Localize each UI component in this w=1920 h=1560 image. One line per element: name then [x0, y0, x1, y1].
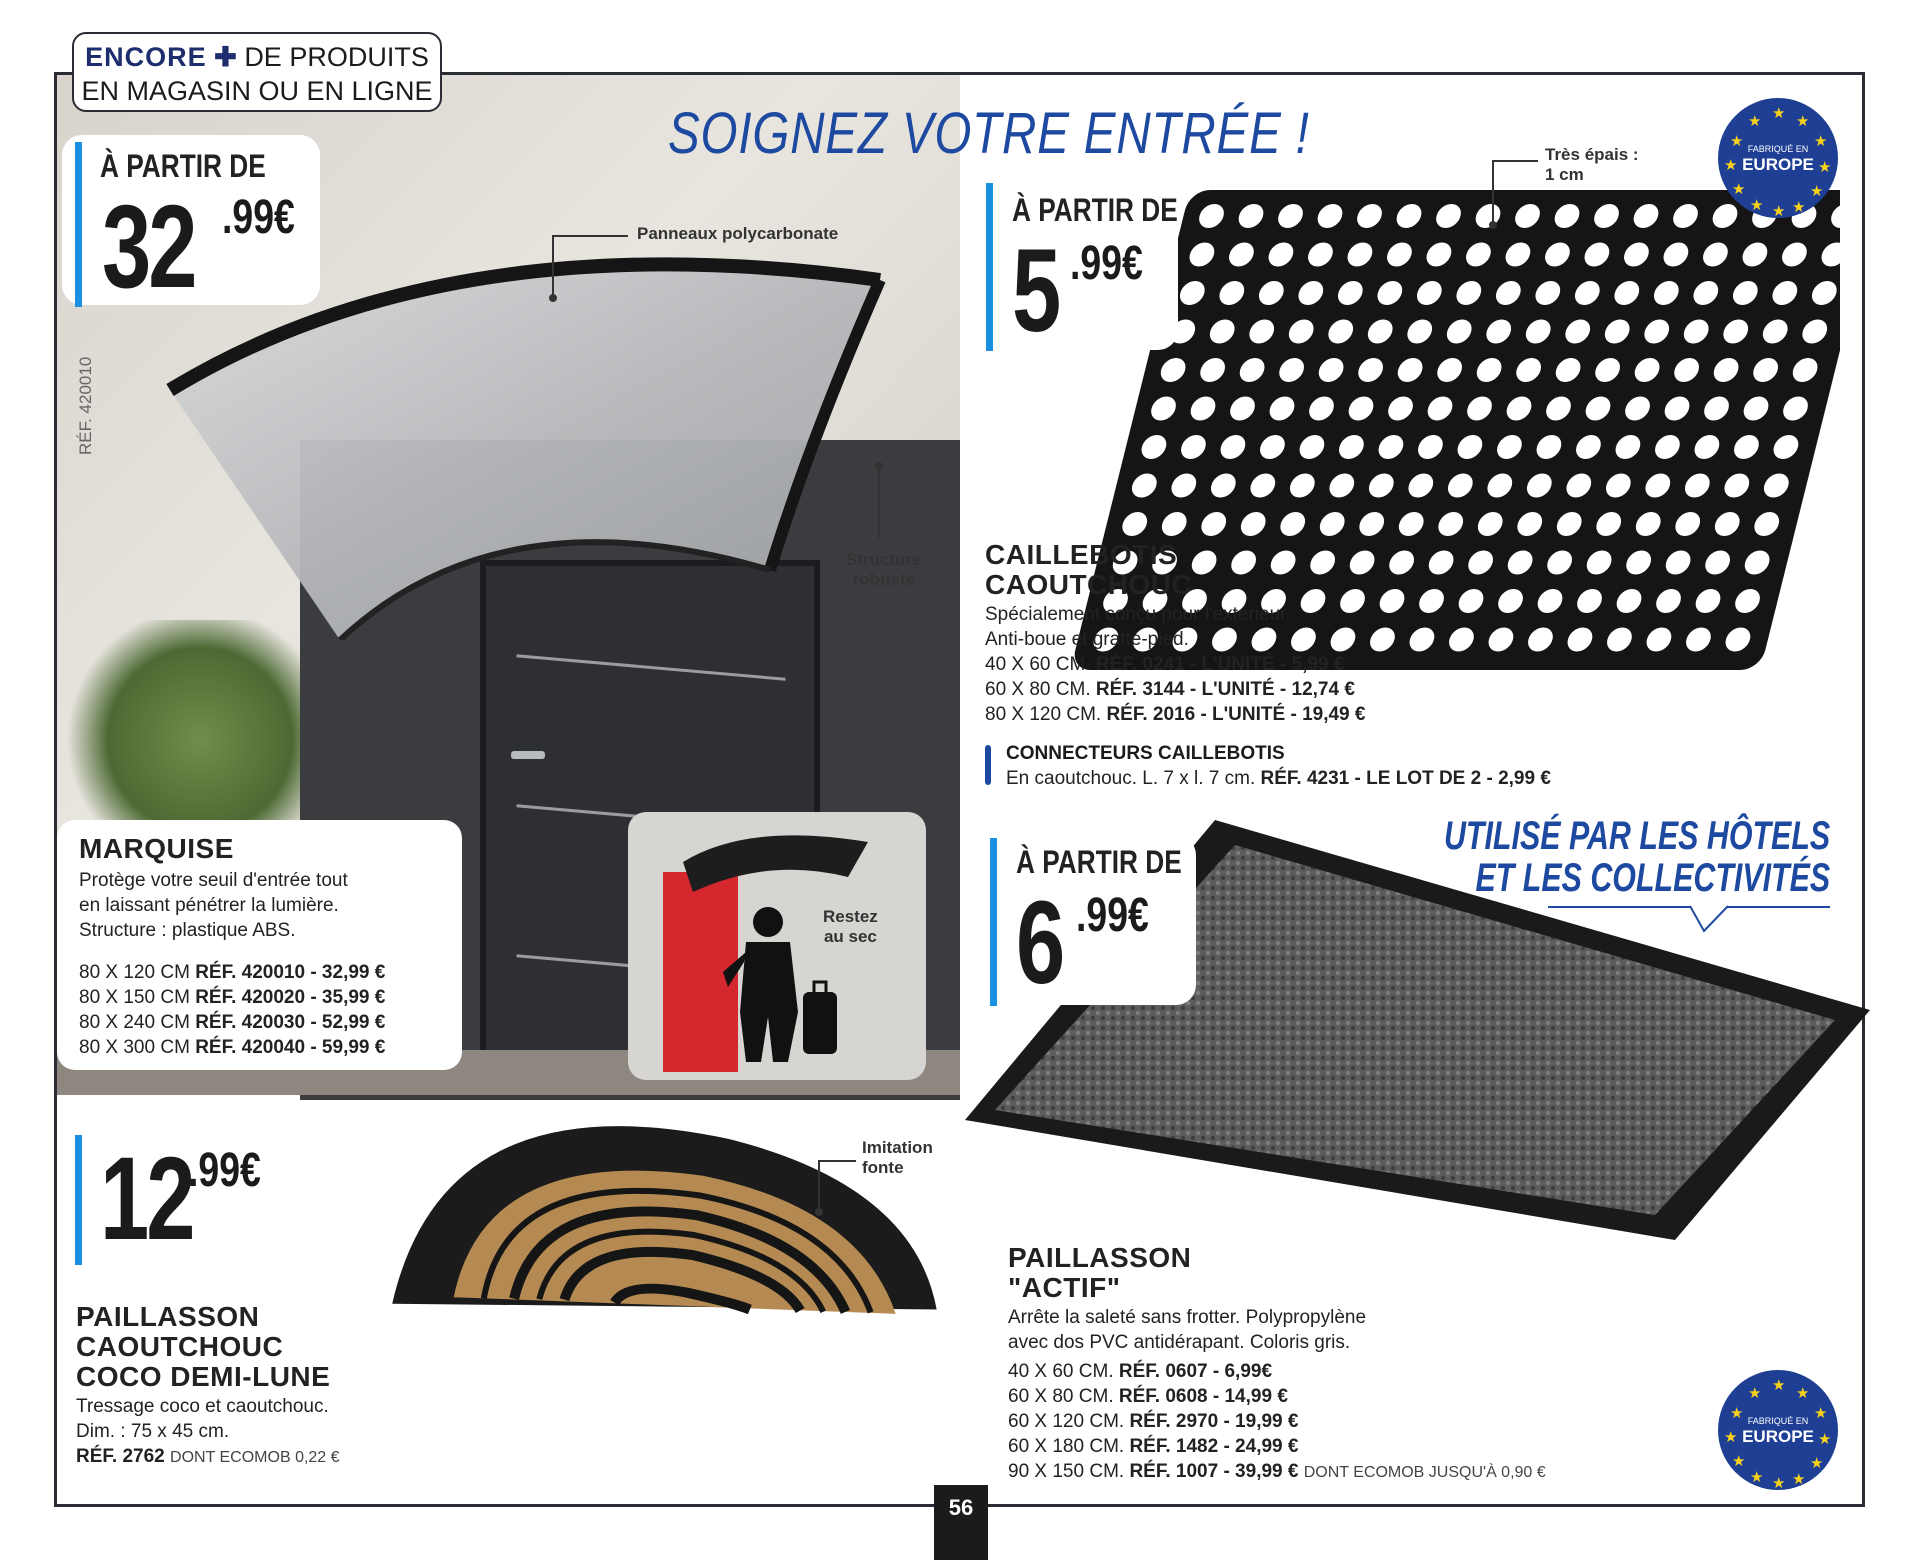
hotel-tagline-2: ET LES COLLECTIVITÉS	[1475, 856, 1830, 900]
callout-imitation-2: fonte	[862, 1158, 904, 1177]
marquise-ref-row: 80 X 120 CM RÉF. 420010 - 32,99 €	[79, 962, 386, 983]
caillebotis-ref-row: 60 X 80 CM. RÉF. 3144 - L'UNITÉ - 12,74 €	[985, 679, 1355, 700]
caillebotis-ref-list	[985, 652, 1625, 727]
actif-ref-row: 90 X 150 CM. RÉF. 1007 - 39,99 € DONT ECOMOB JUSQU'À 0,90 €	[1008, 1461, 1546, 1482]
callout-structure-2: robuste	[852, 570, 915, 589]
caillebotis-price-prefix: À PARTIR DE	[1012, 192, 1178, 228]
callout-panels-dot	[549, 294, 557, 302]
marquise-desc-1: Protège votre seuil d'entrée tout	[79, 870, 348, 891]
demilune-desc-1: Tressage coco et caoutchouc.	[76, 1396, 329, 1417]
header-banner	[72, 32, 442, 112]
connector-info	[1006, 742, 1551, 791]
header-line1-rest: DE PRODUITS	[244, 42, 429, 72]
callout-dry-2: au sec	[823, 927, 877, 946]
eu-badge-bottom: FABRIQUÉ EN EUROPE ★ ★ ★ ★ ★ ★ ★ ★ ★ ★ ★ ★	[1718, 1370, 1838, 1490]
demilune-price-dec: .99€	[188, 1144, 261, 1197]
actif-desc-1: Arrête la saleté sans frotter. Polypropylène	[1008, 1307, 1367, 1328]
caillebotis-ref-row: 40 X 60 CM. RÉF. 0241 - L'UNITÉ - 5,99 €	[985, 654, 1345, 675]
marquise-desc-2: en laissant pénétrer la lumière.	[79, 895, 339, 916]
frame-right	[1862, 72, 1865, 1507]
marquise-ref-list	[79, 960, 385, 1060]
callout-panels: Panneaux polycarbonate	[637, 224, 839, 243]
actif-price-bar	[990, 838, 997, 1006]
actif-ref-row: 60 X 120 CM. RÉF. 2970 - 19,99 €	[1008, 1411, 1299, 1432]
marquise-ref-row: 80 X 240 CM RÉF. 420030 - 52,99 €	[79, 1012, 386, 1033]
actif-price-dec: .99€	[1076, 889, 1149, 942]
callout-thick	[1545, 145, 1639, 185]
demilune-price-bar	[75, 1135, 82, 1265]
connector-ref: RÉF. 4231 - LE LOT DE 2 - 2,99 €	[1260, 768, 1551, 789]
connector-bar	[985, 745, 991, 785]
caillebotis-desc-2: Anti-boue et gratte-pied.	[985, 629, 1189, 650]
connector-desc: En caoutchouc. L. 7 x l. 7 cm.	[1006, 768, 1256, 789]
header-line2: EN MAGASIN OU EN LIGNE	[81, 76, 433, 106]
speech-bubble-tail	[1690, 905, 1730, 933]
caillebotis-price-dec: .99€	[1070, 237, 1143, 290]
eu-badge-small: FABRIQUÉ EN	[1747, 144, 1809, 154]
actif-ref-row: 60 X 180 CM. RÉF. 1482 - 24,99 €	[1008, 1436, 1299, 1457]
callout-imitation	[862, 1138, 933, 1178]
actif-ref-list	[1008, 1359, 1708, 1485]
demilune-ecomob: DONT ECOMOB 0,22 €	[170, 1449, 340, 1466]
header-line1-bold: ENCORE	[85, 42, 207, 72]
hotel-tagline-1: UTILISÉ PAR LES HÔTELS	[1443, 814, 1830, 858]
actif-price-int: 6	[1016, 877, 1063, 1009]
actif-price-prefix: À PARTIR DE	[1016, 844, 1182, 880]
callout-structure-dot	[875, 462, 883, 470]
demilune-title-1: PAILLASSON	[76, 1301, 260, 1332]
demilune-desc-2: Dim. : 75 x 45 cm.	[76, 1421, 230, 1442]
actif-title-1: PAILLASSON	[1008, 1242, 1192, 1273]
marquise-vertical-ref: RÉF. 420010	[76, 356, 95, 455]
marquise-ref-row: 80 X 300 CM RÉF. 420040 - 59,99 €	[79, 1037, 386, 1058]
actif-ref-row: 60 X 80 CM. RÉF. 0608 - 14,99 €	[1008, 1386, 1288, 1407]
demilune-price-int: 12	[100, 1133, 193, 1265]
callout-imitation-line	[818, 1160, 856, 1162]
actif-ref-row: 40 X 60 CM. RÉF. 0607 - 6,99€	[1008, 1361, 1273, 1382]
actif-desc-2: avec dos PVC antidérapant. Coloris gris.	[1008, 1332, 1351, 1353]
callout-dry-1: Restez	[823, 907, 878, 926]
marquise-info-card	[57, 820, 462, 1070]
caillebotis-ref-row: 80 X 120 CM. RÉF. 2016 - L'UNITÉ - 19,49 €	[985, 704, 1366, 725]
callout-thick-dot	[1489, 221, 1497, 229]
rain-inset-image	[628, 812, 926, 1080]
callout-structure-1: Structure	[846, 550, 922, 569]
demilune-desc	[76, 1394, 396, 1444]
caillebotis-desc-1: Spécialement conçu pour l'extérieur.	[985, 604, 1291, 625]
callout-thick-line	[1492, 160, 1538, 162]
callout-thick-line-v	[1492, 160, 1494, 224]
marquise-price-prefix: À PARTIR DE	[100, 148, 266, 184]
marquise-price-int: 32	[102, 181, 195, 313]
inset-illustration	[628, 812, 926, 1080]
callout-structure	[846, 550, 922, 590]
callout-imitation-1: Imitation	[862, 1138, 933, 1157]
caillebotis-desc	[985, 602, 1625, 652]
actif-info	[1008, 1243, 1708, 1485]
actif-title-2: "ACTIF"	[1008, 1272, 1121, 1303]
marquise-desc-3: Structure : plastique ABS.	[79, 920, 296, 941]
page-title: SOIGNEZ VOTRE ENTRÉE !	[668, 101, 1310, 166]
page-number: 56	[934, 1485, 988, 1560]
olive-tree-image	[60, 620, 340, 820]
callout-thick-1: Très épais :	[1545, 145, 1639, 164]
eu-badge-big: EUROPE	[1742, 1427, 1814, 1446]
actif-desc	[1008, 1305, 1708, 1355]
demilune-info	[76, 1302, 396, 1470]
caillebotis-price-bar	[986, 183, 993, 351]
callout-structure-line	[878, 466, 880, 538]
eu-badge-big: EUROPE	[1742, 155, 1814, 174]
callout-panels-line	[552, 235, 628, 237]
callout-imitation-dot	[815, 1208, 823, 1216]
demilune-title-3: COCO DEMI-LUNE	[76, 1361, 331, 1392]
marquise-price-dec: .99€	[222, 191, 295, 244]
eu-badge-top: FABRIQUÉ EN EUROPE ★ ★ ★ ★ ★ ★ ★ ★ ★ ★ ★ ★	[1718, 98, 1838, 218]
marquise-price-bar	[75, 142, 82, 307]
caillebotis-title-2: CAOUTCHOUC	[985, 569, 1193, 600]
speech-bubble-line	[1548, 906, 1830, 908]
callout-imitation-line-v	[818, 1160, 820, 1212]
plus-icon: ✚	[214, 42, 237, 72]
caillebotis-title-1: CAILLEBOTIS	[985, 539, 1178, 570]
callout-panels-line-v	[552, 235, 554, 297]
callout-dry	[823, 907, 878, 947]
marquise-desc	[79, 868, 348, 943]
connector-title: CONNECTEURS CAILLEBOTIS	[1006, 743, 1285, 764]
hotel-tagline	[1444, 815, 1830, 899]
demilune-ref: RÉF. 2762	[76, 1446, 165, 1467]
eu-badge-small: FABRIQUÉ EN	[1747, 1416, 1809, 1426]
demilune-title-2: CAOUTCHOUC	[76, 1331, 284, 1362]
caillebotis-info	[985, 540, 1625, 727]
marquise-title: MARQUISE	[79, 833, 234, 864]
marquise-ref-row: 80 X 150 CM RÉF. 420020 - 35,99 €	[79, 987, 386, 1008]
callout-thick-2: 1 cm	[1545, 165, 1584, 184]
caillebotis-price-int: 5	[1012, 225, 1059, 357]
